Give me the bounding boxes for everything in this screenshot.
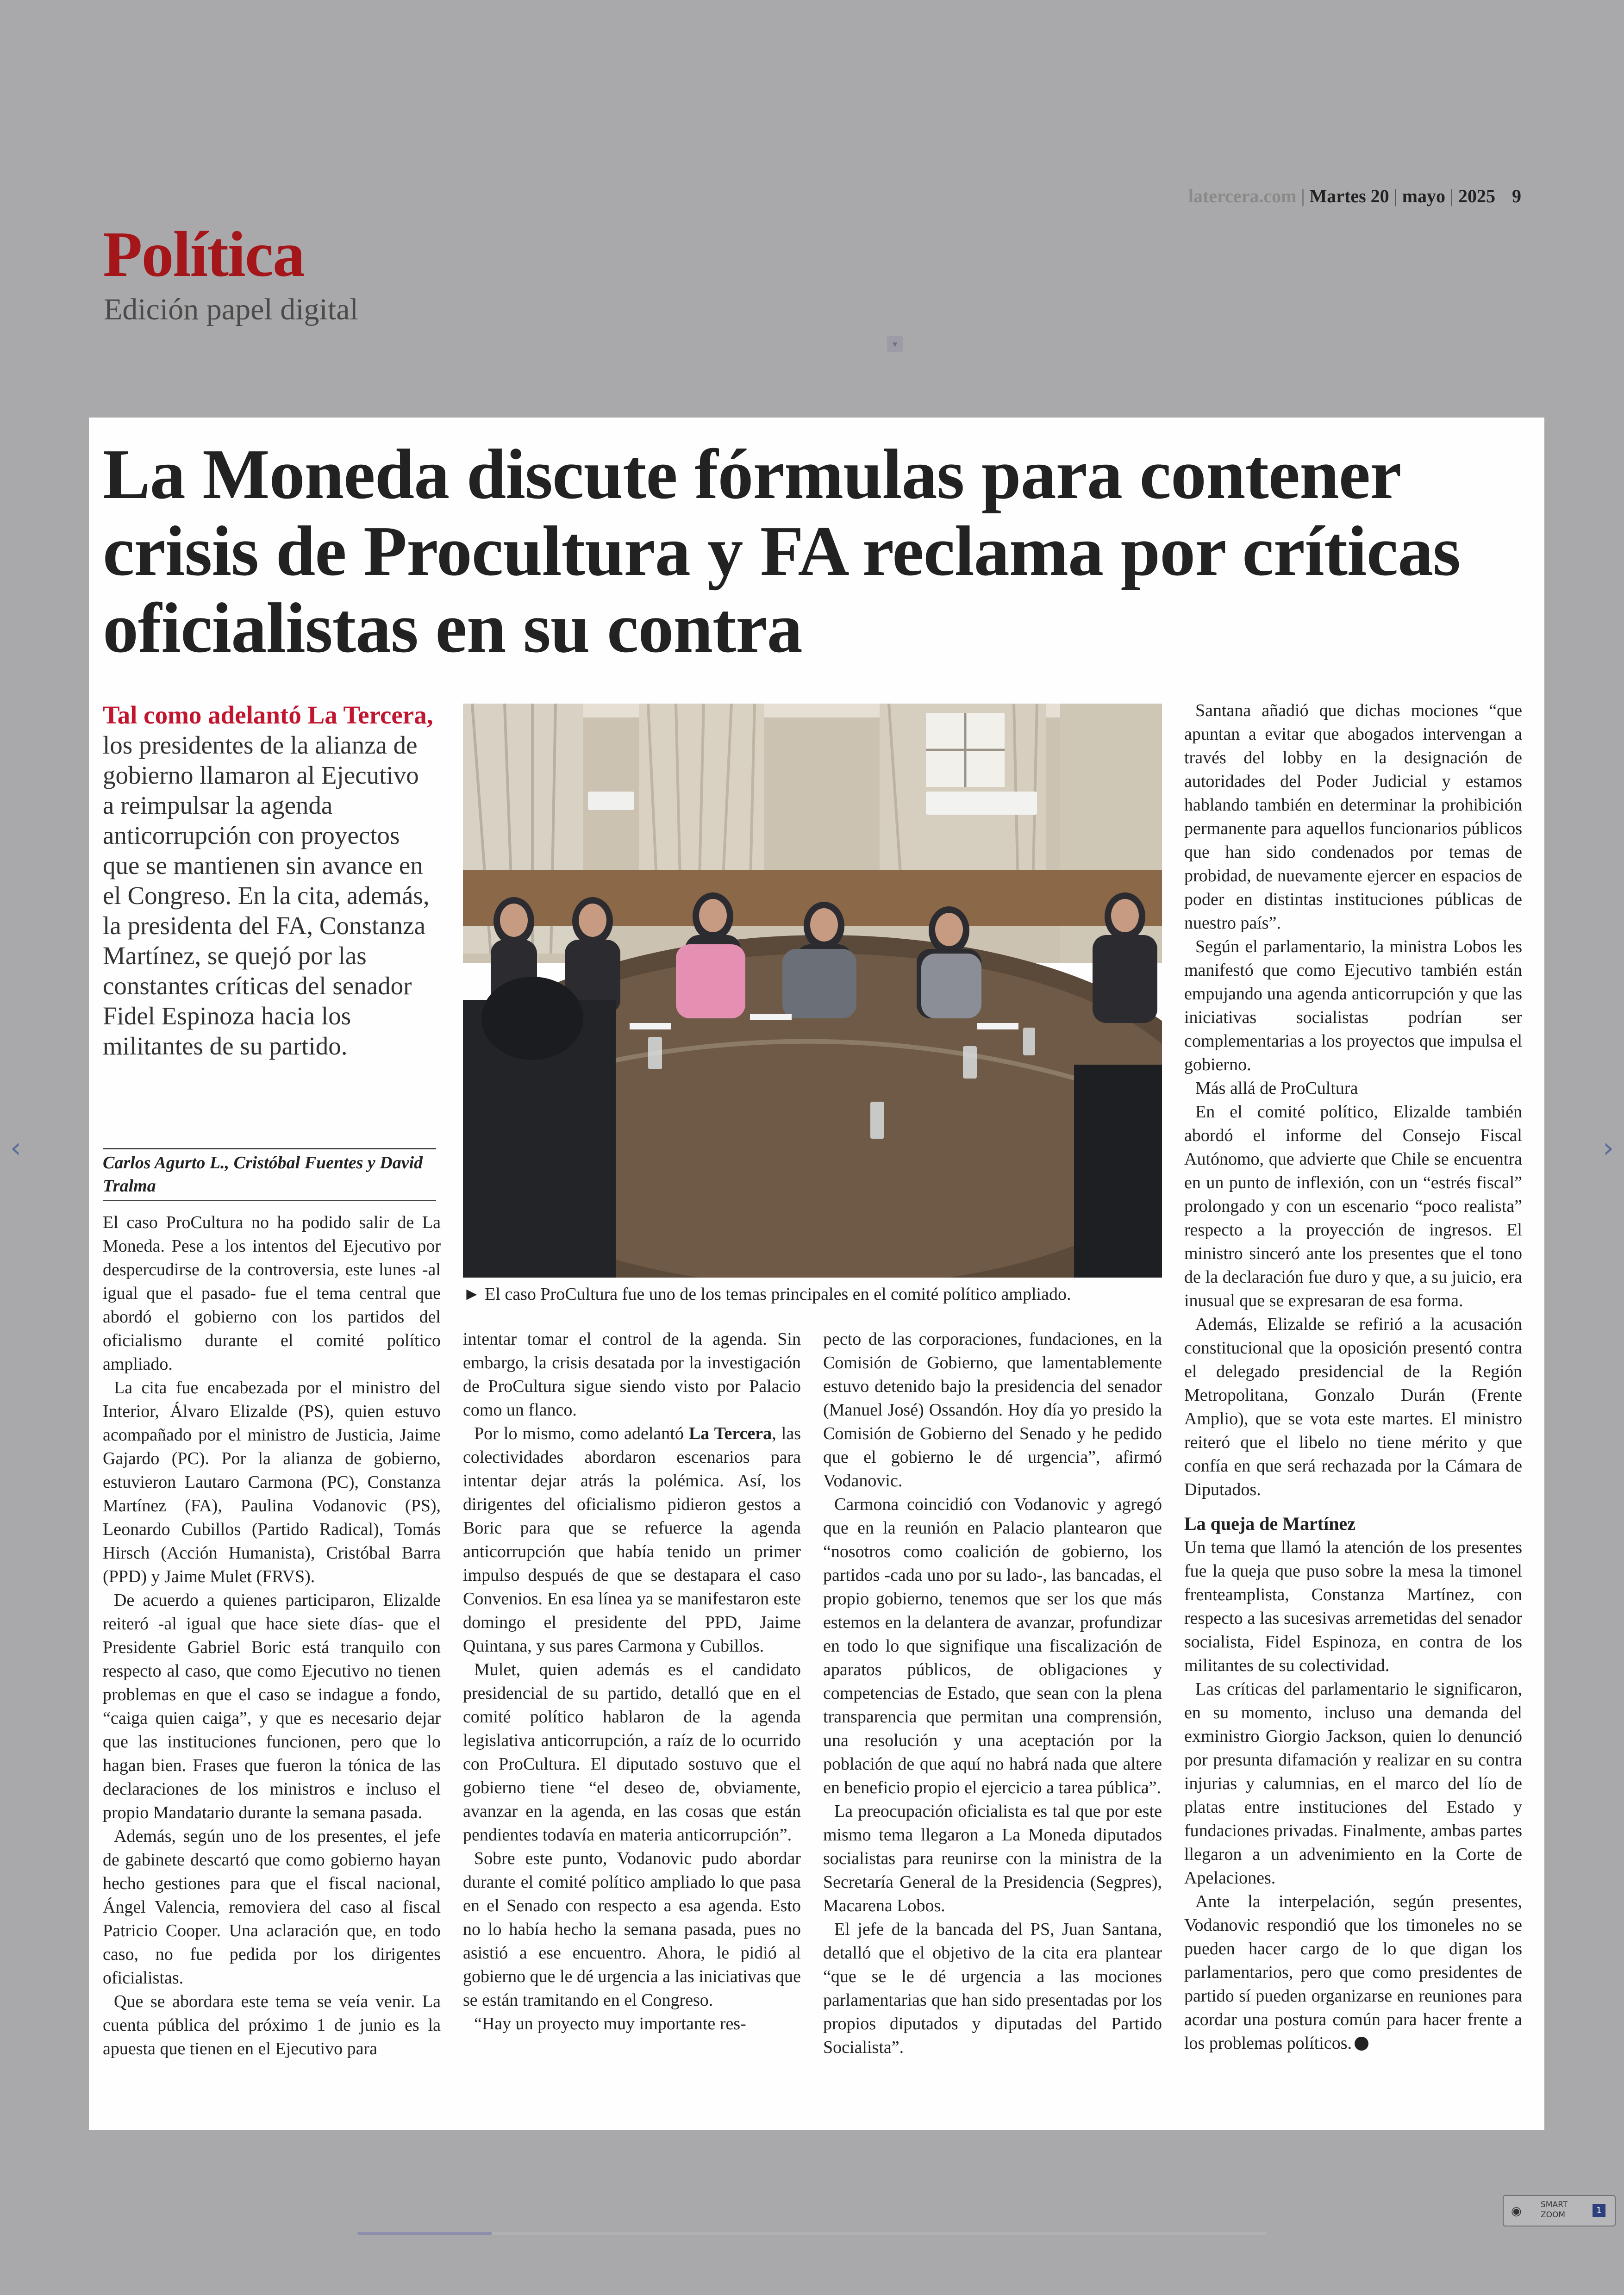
paragraph: En el comité político, Elizalde también abordó el informe del Consejo Fiscal Autónomo, que advierte que Chile se encuentra en un punto de inflexión, con un “estrés fiscal” prolongado y con un escenario “poco realista” respecto a la proyección de ingresos. El ministro sinceró ante los presentes que el tono de la declaración fue duro y que, a su juicio, era inusual que se expresaran de esa forma. (1184, 1102, 1522, 1310)
paragraph: Carmona coincidió con Vodanovic y agregó que en la reunión en Palacio plantearon que “nosotros como coalición de gobierno, los partidos -cada uno por su lado-, las bancadas, el propio gobierno, tenemos que ser los que más estemos en la delantera de avanzar, profundizar en todo lo que signifique una fiscalización de aparatos públicos, de obligaciones y competencias de Estado, que sean con la plena transparencia que permitan una comprensión, una resolución y una aceptación por la población de que aquí no habrá nada que altere en beneficio propio el ejercicio a tarea pública”. (823, 1495, 1162, 1797)
paragraph: Más allá de ProCultura (1195, 1079, 1358, 1098)
newspaper-name: La Tercera (688, 1424, 772, 1443)
date-month: mayo (1402, 186, 1445, 206)
arrow-right-icon[interactable]: › (1603, 1132, 1614, 1164)
paragraph: Además, según uno de los presentes, el jefe de gabinete descartó que como gobierno hayan hecho gestiones para que el fiscal nacional, Ángel Valencia, removiera del caso al fiscal Patricio Cooper. Una aclaración que, en todo caso, no fue pedida por los dirigentes oficialistas. (103, 1827, 441, 1988)
site-name[interactable]: latercera.com (1188, 186, 1297, 206)
paragraph: La cita fue encabezada por el ministro del Interior, Álvaro Elizalde (PS), quien estuvo acompañado por el ministro de Justicia, Jaime Gajardo (PC). Por la alianza de gobierno, estuvieron Lautaro Carmona (PC), Constanza Martínez (FA), Paulina Vodanovic (PS), Leonardo Cubillos (Partido Radical), Tomás Hirsch (Acción Humanista), Cristóbal Barra (PPD) y Jaime Mulet (FRVS). (103, 1378, 441, 1586)
paragraph: Sobre este punto, Vodanovic pudo abordar durante el comité político ampliado lo que pasa en el Senado con respecto a esa agenda. Esto no lo había hecho la semana pasada, pues no asistió a ese encuentro. Ahora, le pidió al gobierno que le dé urgencia a las iniciativas que se están tramitando en el Congreso. (463, 1849, 801, 2010)
paragraph: Mulet, quien además es el candidato presidencial de su partido, detalló que en el comité político hablaron de la agenda legislativa anticorrupción, a raíz de lo ocurrido con ProCultura. El diputado sostuvo que el gobierno tiene “el deseo de, obviamente, avanzar en la agenda, en las cosas que están pendientes todavía en materia anticorrupción”. (463, 1660, 801, 1845)
column-2 (463, 1328, 801, 2036)
paragraph: Además, Elizalde se refirió a la acusación constitucional que la oposición presentó contra el delegado presidencial de la Región Metropolitana, Gonzalo Durán (Frente Amplio), que se vota este martes. El ministro reiteró que el libelo no tiene mérito y que confía en que será rechazada por la Cámara de Diputados. (1184, 1315, 1522, 1499)
smart-zoom-label: SMART ZOOM (1541, 2200, 1568, 2220)
reading-progress-fill (357, 2232, 492, 2235)
paragraph: Según el parlamentario, la ministra Lobos les manifestó que como Ejecutivo también están empujando una agenda anticorrupción y que las iniciativas socialistas podrían ser complementarias a los proyectos que impulsa el gobierno. (1184, 937, 1522, 1074)
page-meta: latercera.com | Martes 20 | mayo | 2025 9 (1188, 186, 1521, 206)
paragraph-part: Ante la interpelación, según presentes, Vodanovic respondió que los timoneles no se pueden hacer cargo de lo que digan los parlamentarios, pero que como presidentes de partido sí pueden organizarse en reuniones para acordar una postura común para hacer frente a los problemas políticos. (1184, 1892, 1522, 2053)
paragraph: Santana añadió que dichas mociones “que apuntan a evitar que abogados intervengan a través del lobby en la designación de autoridades del Poder Judicial y estamos hablando también en determinar la prohibición permanente para aquellos funcionarios públicos que han sido condenados por temas de probidad, de nuevamente ejercer en espacios de poder en distintas instituciones públicas de nuestro país”. (1184, 701, 1522, 933)
arrow-left-icon[interactable]: ‹ (10, 1132, 21, 1164)
edition-subtitle: Edición papel digital (104, 293, 358, 326)
paragraph: Que se abordara este tema se veía venir. La cuenta pública del próximo 1 de junio es la apuesta que tienen en el Ejecutivo para (103, 1992, 441, 2058)
paragraph: La preocupación oficialista es tal que por este mismo tema llegaron a La Moneda diputados socialistas para reunirse con la ministra de la Secretaría General de la Presidencia (Segpres), Macarena Lobos. (823, 1802, 1162, 1915)
paragraph: pecto de las corporaciones, fundaciones, en la Comisión de Gobierno, que lamentablemente estuvo detenido bajo la presidencia del senador (Manuel José) Ossandón. Hoy día yo presido la Comisión de Gobierno del Senado y he pedido que el gobierno le dé urgencia”, afirmó Vodanovic. (823, 1329, 1162, 1491)
byline: Carlos Agurto L., Cristóbal Fuentes y David Tralma (103, 1153, 423, 1196)
paragraph-part: Por lo mismo, como adelantó (474, 1424, 689, 1443)
lede-lead-in: Tal como adelantó La Tercera, (103, 701, 433, 729)
byline-rule-bottom (103, 1200, 436, 1201)
paragraph: Las críticas del parlamentario le significaron, en su momento, incluso una demanda del exministro Giorgio Jackson, quien lo denunció por presunta difamación y realizar en su contra injurias y calumnias, en el marco del lío de platas entre instituciones del Estado y fundaciones privadas. Finalmente, ambas partes llegaron a un advenimiento en la Corte de Apelaciones. (1184, 1679, 1522, 1888)
paragraph: Un tema que llamó la atención de los presentes fue la queja que puso sobre la mesa la timonel frenteamplista, Constanza Martínez, con respecto a las sucesivas arremetidas del senador socialista, Fidel Espinoza, en contra de los militantes de su colectividad. (1184, 1538, 1522, 1675)
end-of-article-dot (1355, 2037, 1368, 2051)
byline-rule-top (103, 1148, 436, 1149)
paragraph: intentar tomar el control de la agenda. Sin embargo, la crisis desatada por la investigación de ProCultura sigue siendo visto por Palacio como un flanco. (463, 1329, 801, 1420)
paragraph: El caso ProCultura no ha podido salir de La Moneda. Pese a los intentos del Ejecutivo por despercudirse de la controversia, este lunes -al igual que el pasado- fue el tema central que abordó el gobierno con los partidos del oficialismo durante el comité político ampliado. (103, 1213, 441, 1374)
page-marker[interactable]: ▾ (887, 336, 903, 352)
paragraph: “Hay un proyecto muy importante res- (474, 2014, 746, 2033)
reading-progress-bar[interactable] (357, 2232, 1267, 2235)
page-number: 9 (1512, 186, 1521, 206)
subheading: La queja de Martínez (1184, 1513, 1355, 1534)
column-3 (823, 1328, 1162, 2059)
article-headline: La Moneda discute fórmulas para contener crisis de Procultura y FA reclama por críticas oficialistas en su contra (103, 435, 1461, 667)
article-lede (103, 700, 436, 1061)
date-day: Martes 20 (1309, 186, 1389, 206)
paragraph (1184, 1890, 1522, 2055)
smart-zoom-button[interactable] (1503, 2195, 1616, 2226)
section-title: Política (103, 218, 304, 290)
paragraph-part: , las colectividades abordaron escenarios para intentar dejar atrás la polémica. Así, los dirigentes del oficialismo pidieron gestos a Boric para que se refuerce la agenda anticorrupción que había tenido un primer impulso después de que se destapara el caso Convenios. En esa línea ya se manifestaron este domingo el presidente del PPD, Jaime Quintana, y sus pares Carmona y Cubillos. (463, 1424, 801, 1656)
smart-zoom-count: 1 (1593, 2204, 1605, 2217)
column-4 (1184, 699, 1522, 2055)
photo-caption: ► El caso ProCultura fue uno de los temas principales en el comité político ampliado. (463, 1285, 1071, 1304)
newspaper-page (89, 418, 1544, 2130)
column-1 (103, 1211, 441, 2061)
paragraph (463, 1422, 801, 1658)
paragraph: El jefe de la bancada del PS, Juan Santana, detalló que el objetivo de la cita era plantear “que se le dé urgencia a las mociones parlamentarias que han sido presentadas por los propios diputados y diputadas del Partido Socialista”. (823, 1920, 1162, 2057)
date-year: 2025 (1458, 186, 1495, 206)
article-photo[interactable] (463, 704, 1162, 1278)
lede-text: los presidentes de la alianza de gobierno llamaron al Ejecutivo a reimpulsar la agenda anticorrupción con proyectos que se mantienen sin avance en el Congreso. En la cita, además, la presidenta del FA, Constanza Martínez, se quejó por las constantes críticas del senador Fidel Espinoza hacia los militantes de su partido. (103, 731, 430, 1060)
paragraph: De acuerdo a quienes participaron, Elizalde reiteró -al igual que hace siete días- que el Presidente Gabriel Boric está tranquilo con respecto al caso, que como Ejecutivo no tienen problemas en que el caso se indague a fondo, “caiga quien caiga”, y que es necesario dejar que las instituciones funcionen, pero que lo hagan bien. Frases que fueron la tónica de las declaraciones de los ministros e incluso el propio Mandatario durante la semana pasada. (103, 1590, 441, 1822)
eye-icon: ◉ (1511, 2204, 1522, 2218)
